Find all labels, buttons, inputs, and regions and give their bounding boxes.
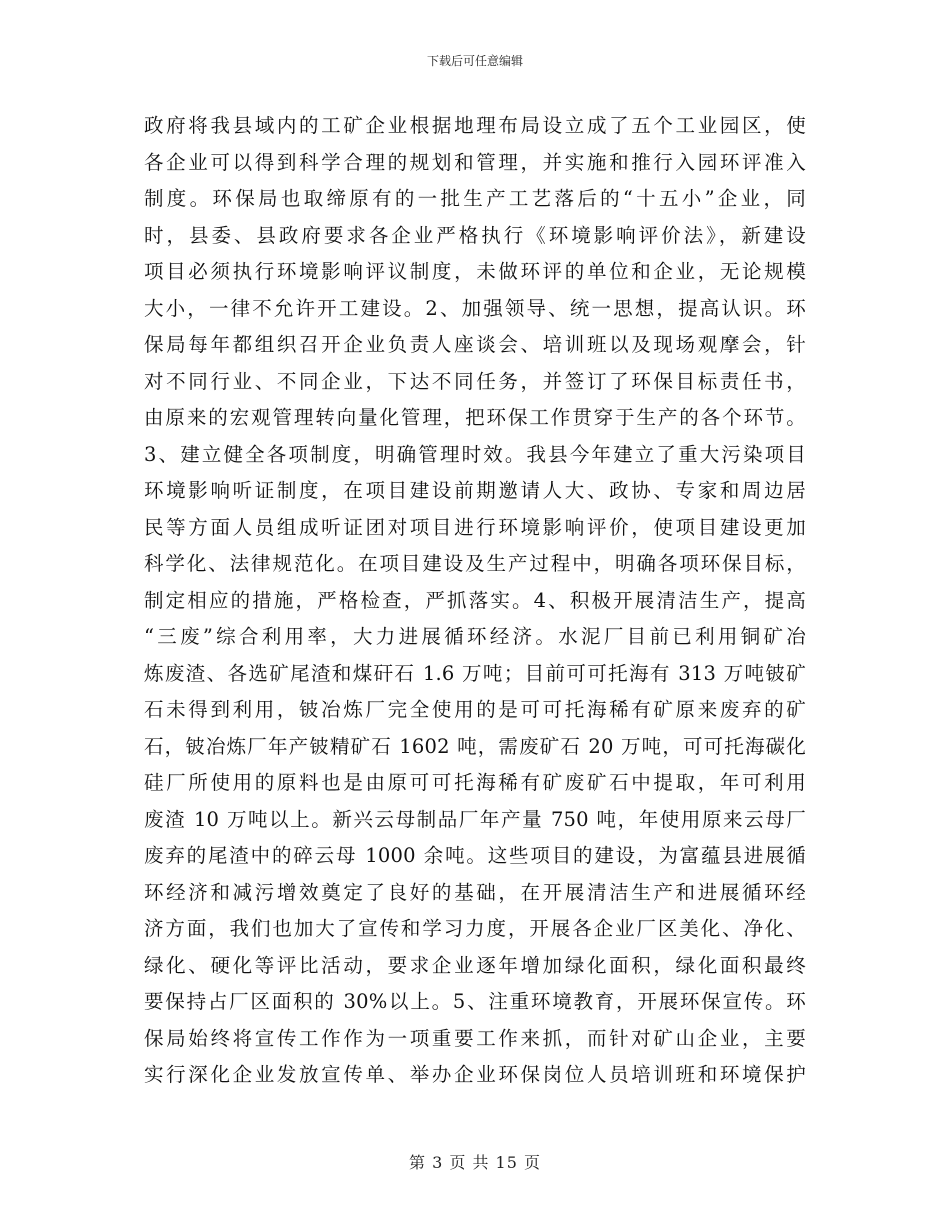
- text-line: 政府将我县域内的工矿企业根据地理布局设立成了五个工业园区，使: [144, 114, 806, 137]
- text-line: 保局始终将宣传工作作为一项重要工作来抓，而针对矿山企业，主要: [144, 1026, 806, 1050]
- page-header-note: 下载后可任意编辑: [426, 54, 523, 68]
- text-line: 要保持占厂区面积的 30%以上。5、注重环境教育，开展环保宣传。环: [144, 990, 806, 1013]
- text-line: 济方面，我们也加大了宣传和学习力度，开展各企业厂区美化、净化、: [144, 917, 806, 940]
- document-body: [144, 108, 806, 1094]
- text-line: 实行深化企业发放宣传单、举办企业环保岗位人员培训班和环境保护: [144, 1063, 806, 1086]
- page-number: 第 3 页 共 15 页: [409, 1153, 541, 1172]
- text-line: 保局每年都组织召开企业负责人座谈会、培训班以及现场观摩会，针: [144, 333, 806, 356]
- text-line: 对不同行业、不同企业，下达不同任务，并签订了环保目标责任书，: [144, 369, 806, 393]
- text-line: “三废”综合利用率，大力进展循环经济。水泥厂目前已利用铜矿冶: [144, 625, 806, 648]
- text-line: 由原来的宏观管理转向量化管理，把环保工作贯穿于生产的各个环节。: [144, 406, 806, 429]
- text-line: 科学化、法律规范化。在项目建设及生产过程中，明确各项环保目标，: [144, 552, 806, 575]
- text-line: 环经济和减污增效奠定了良好的基础，在开展清洁生产和进展循环经: [144, 880, 806, 904]
- text-line: 废弃的尾渣中的碎云母 1000 余吨。这些项目的建设，为富蕴县进展循: [144, 844, 806, 867]
- text-line: 环境影响听证制度，在项目建设前期邀请人大、政协、专家和周边居: [144, 479, 806, 502]
- text-line: 3、建立健全各项制度，明确管理时效。我县今年建立了重大污染项目: [144, 442, 806, 466]
- text-line: 绿化、硬化等评比活动，要求企业逐年增加绿化面积，绿化面积最终: [144, 953, 806, 977]
- text-line: 制度。环保局也取缔原有的一批生产工艺落后的“十五小”企业，同: [144, 187, 806, 210]
- text-line: 各企业可以得到科学合理的规划和管理，并实施和推行入园环评准入: [144, 150, 806, 174]
- text-line: 石，铍冶炼厂年产铍精矿石 1602 吨，需废矿石 20 万吨，可可托海碳化: [144, 734, 806, 758]
- text-line: 制定相应的措施，严格检查，严抓落实。4、积极开展清洁生产，提高: [144, 588, 806, 612]
- text-line: 硅厂所使用的原料也是由原可可托海稀有矿废矿石中提取，年可利用: [144, 771, 806, 794]
- text-line: 废渣 10 万吨以上。新兴云母制品厂年产量 750 吨，年使用原来云母厂: [144, 807, 806, 831]
- text-line: 大小，一律不允许开工建设。2、加强领导、统一思想，提高认识。环: [144, 296, 806, 320]
- text-line: 项目必须执行环境影响评议制度，未做环评的单位和企业，无论规模: [144, 260, 806, 283]
- text-line: 时，县委、县政府要求各企业严格执行《环境影响评价法》，新建设: [144, 223, 806, 247]
- text-line: 民等方面人员组成听证团对项目进行环境影响评价，使项目建设更加: [144, 515, 806, 539]
- text-line: 炼废渣、各选矿尾渣和煤矸石 1.6 万吨；目前可可托海有 313 万吨铍矿: [144, 661, 806, 685]
- text-line: 石未得到利用，铍冶炼厂完全使用的是可可托海稀有矿原来废弃的矿: [144, 698, 806, 721]
